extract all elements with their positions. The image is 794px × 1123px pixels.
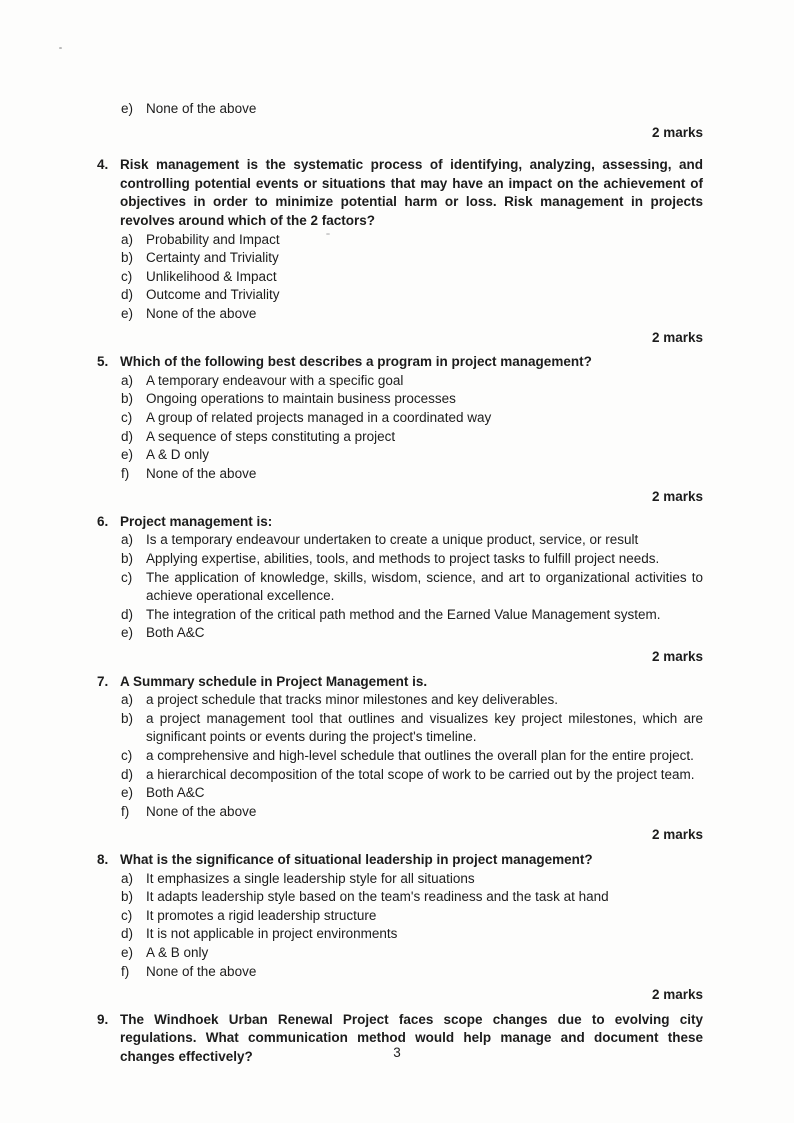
question-text: Project management is:	[120, 513, 273, 529]
option-text: Ongoing operations to maintain business processes	[146, 391, 456, 407]
question-block	[97, 673, 703, 845]
answer-option	[121, 390, 703, 409]
option-letter: b)	[121, 250, 134, 266]
option-letter: b)	[121, 889, 134, 905]
option-text: It is not applicable in project environments	[146, 926, 398, 942]
options-list	[97, 870, 703, 982]
answer-option	[121, 428, 703, 447]
option-text: It adapts leadership style based on the team's readiness and the task at hand	[146, 889, 609, 905]
option-letter: a)	[121, 372, 134, 388]
question-text: Which of the following best describes a program in project management?	[120, 354, 592, 370]
option-letter: c)	[121, 748, 133, 763]
question-number: 9.	[97, 1011, 109, 1027]
option-text: A group of related projects managed in a coordinated way	[146, 409, 492, 425]
option-text: It promotes a rigid leadership structure	[146, 907, 377, 923]
answer-option	[121, 925, 703, 944]
answer-option	[121, 569, 703, 606]
question-block	[97, 353, 703, 507]
page-content	[97, 100, 703, 1067]
option-text: None of the above	[146, 305, 257, 321]
option-letter: c)	[121, 569, 133, 585]
option-text: A sequence of steps constituting a project	[146, 428, 396, 444]
option-letter: d)	[121, 606, 134, 622]
option-letter: b)	[121, 391, 134, 407]
answer-option	[121, 446, 703, 465]
question-text: Risk management is the systematic process of identifying, analyzing, assessing, and controlling potential events or situations that may have an impact on the achievement of objectives in order to minimize potential harm or loss. Risk management in projects revolves around which of the 2 factors?	[120, 157, 703, 228]
question-block	[97, 851, 703, 1005]
option-letter: c)	[121, 409, 133, 425]
answer-option	[121, 286, 703, 305]
answer-option	[121, 531, 703, 550]
question-block	[97, 513, 703, 667]
question-text: The Windhoek Urban Renewal Project faces scope changes due to evolving city regulations. What communication method would help manage and document these changes effectively?	[120, 1011, 703, 1064]
option-letter: a)	[121, 231, 134, 247]
option-letter: c)	[121, 907, 133, 923]
option-letter: d)	[121, 428, 134, 444]
options-list	[97, 531, 703, 643]
option-text: The integration of the critical path method and the Earned Value Management system.	[146, 606, 661, 622]
option-text: Is a temporary endeavour undertaken to create a unique product, service, or result	[146, 532, 639, 548]
question-heading	[97, 851, 703, 870]
option-letter: c)	[121, 268, 133, 284]
option-letter: e)	[121, 785, 134, 801]
option-letter: e)	[121, 101, 134, 116]
option-letter: a)	[121, 692, 134, 708]
option-text: a project management tool that outlines and visualizes key project milestones, which are significant points or events during the project's timeline.	[146, 710, 703, 745]
answer-option	[121, 409, 703, 428]
answer-option	[121, 691, 703, 710]
option-letter: a)	[121, 532, 134, 548]
question-number: 4.	[97, 157, 109, 173]
answer-option	[121, 231, 703, 250]
marks-label: 2 marks	[651, 489, 703, 505]
option-text: A temporary endeavour with a specific goal	[146, 372, 404, 388]
option-text: Unlikelihood & Impact	[146, 268, 277, 284]
question-number: 6.	[97, 513, 109, 529]
options-list	[97, 231, 703, 324]
answer-option	[121, 766, 703, 785]
question-heading	[97, 353, 703, 372]
option-letter: d)	[121, 287, 134, 303]
answer-option	[121, 372, 703, 391]
option-letter: f)	[121, 465, 130, 481]
option-letter: e)	[121, 305, 134, 321]
answer-option	[121, 747, 703, 766]
answer-option	[121, 305, 703, 324]
option-letter: e)	[121, 447, 134, 463]
option-text: Applying expertise, abilities, tools, and methods to project tasks to fulfill project needs.	[146, 551, 660, 567]
option-letter: a)	[121, 870, 134, 886]
scan-speck	[59, 47, 62, 49]
option-letter: f)	[121, 803, 130, 819]
options-list	[97, 372, 703, 484]
answer-option	[121, 803, 703, 822]
question-number: 8.	[97, 851, 109, 867]
option-text: a comprehensive and high-level schedule that outlines the overall plan for the entire project.	[146, 748, 694, 763]
marks-label: 2 marks	[651, 329, 703, 345]
answer-option	[121, 249, 703, 268]
option-text: None of the above	[146, 963, 257, 979]
option-letter: b)	[121, 710, 134, 726]
option-letter: e)	[121, 625, 134, 641]
answer-option	[121, 606, 703, 625]
option-letter: f)	[121, 963, 130, 979]
option-text: A & D only	[146, 447, 210, 463]
answer-option	[121, 907, 703, 926]
answer-option	[121, 870, 703, 889]
question-text: A Summary schedule in Project Management is.	[120, 673, 428, 689]
answer-option	[121, 550, 703, 569]
question-number: 7.	[97, 673, 109, 689]
answer-option	[121, 963, 703, 982]
option-text: It emphasizes a single leadership style for all situations	[146, 870, 475, 886]
marks-label: 2 marks	[651, 827, 703, 843]
page-number: 3	[393, 1045, 401, 1060]
question-number: 5.	[97, 354, 109, 370]
answer-option	[121, 784, 703, 803]
option-letter: d)	[121, 766, 134, 782]
question-heading	[97, 513, 703, 532]
option-letter: b)	[121, 551, 134, 567]
answer-option	[121, 465, 703, 484]
option-text: None of the above	[146, 803, 257, 819]
questions-list	[97, 156, 703, 1066]
option-text: The application of knowledge, skills, wisdom, science, and art to organizational activities to achieve operational excellence.	[146, 569, 703, 604]
answer-option	[121, 944, 703, 963]
option-text: a project schedule that tracks minor milestones and key deliverables.	[146, 692, 558, 708]
option-text: Probability and Impact	[146, 231, 280, 247]
option-text: A & B only	[146, 944, 209, 960]
option-letter: e)	[121, 944, 134, 960]
option-text: Outcome and Triviality	[146, 287, 280, 303]
option-text: a hierarchical decomposition of the total scope of work to be carried out by the project team.	[146, 766, 695, 782]
question-heading	[97, 156, 703, 230]
marks-label: 2 marks	[651, 649, 703, 665]
answer-option	[121, 100, 703, 119]
question-text: What is the significance of situational leadership in project management?	[120, 851, 593, 867]
answer-option	[121, 624, 703, 643]
marks-label: 2 marks	[651, 987, 703, 1003]
option-text: Both A&C	[146, 785, 205, 801]
answer-option	[121, 888, 703, 907]
question-heading	[97, 673, 703, 692]
question-block	[97, 156, 703, 347]
answer-option	[121, 710, 703, 747]
option-text: None of the above	[146, 465, 257, 481]
carryover-question-block	[97, 100, 703, 142]
option-letter: d)	[121, 926, 134, 942]
marks-label: 2 marks	[651, 124, 703, 140]
answer-option	[121, 268, 703, 287]
option-text: Both A&C	[146, 625, 205, 641]
option-text: Certainty and Triviality	[146, 250, 279, 266]
carryover-options	[97, 100, 703, 119]
options-list	[97, 691, 703, 821]
option-text: None of the above	[146, 101, 257, 116]
